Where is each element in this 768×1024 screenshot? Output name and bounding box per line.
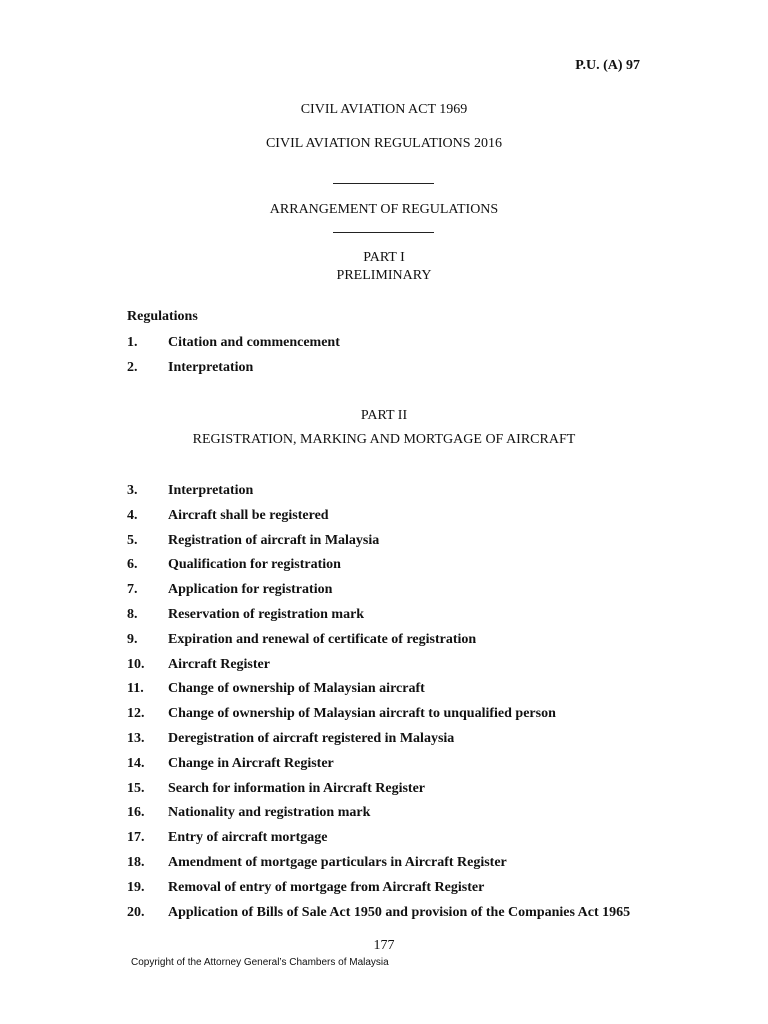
item-number: 2. (127, 359, 138, 375)
item-number: 9. (127, 631, 138, 647)
item-number: 18. (127, 854, 145, 870)
divider-top (333, 183, 434, 184)
item-number: 16. (127, 805, 145, 821)
list-item (127, 655, 630, 680)
item-number: 8. (127, 606, 138, 622)
arrangement-heading: ARRANGEMENT OF REGULATIONS (269, 202, 499, 217)
item-title: Application for registration (168, 582, 333, 598)
item-number: 13. (127, 730, 145, 746)
list-item (127, 630, 630, 655)
item-title: Aircraft Register (168, 656, 270, 672)
item-title: Removal of entry of mortgage from Aircraft Register (168, 879, 485, 895)
item-title: Change of ownership of Malaysian aircraft (168, 681, 425, 697)
document-reference: P.U. (A) 97 (575, 58, 640, 73)
item-title: Deregistration of aircraft registered in Malaysia (168, 730, 455, 746)
list-item (127, 828, 630, 853)
divider-bottom (333, 232, 434, 233)
list-item (127, 704, 630, 729)
item-title: Interpretation (168, 359, 254, 375)
item-number: 19. (127, 879, 145, 895)
item-title: Reservation of registration mark (168, 606, 365, 622)
item-number: 11. (127, 681, 144, 697)
list-item (127, 878, 630, 903)
part1-name: PRELIMINARY (336, 268, 432, 283)
list-item (127, 605, 630, 630)
item-title: Qualification for registration (168, 557, 341, 573)
list-item (127, 853, 630, 878)
item-number: 6. (127, 557, 138, 573)
item-title: Search for information in Aircraft Register (168, 780, 426, 796)
item-title: Nationality and registration mark (168, 805, 371, 821)
item-title: Amendment of mortgage particulars in Aircraft Register (168, 854, 507, 870)
list-item (127, 580, 630, 605)
list-item (127, 779, 630, 804)
item-number: 10. (127, 656, 145, 672)
part1-regulation-list (127, 333, 340, 383)
item-number: 4. (127, 507, 138, 523)
item-number: 12. (127, 706, 145, 722)
item-title: Registration of aircraft in Malaysia (168, 532, 380, 548)
list-item (127, 903, 630, 928)
item-title: Citation and commencement (168, 335, 340, 350)
part2-name: REGISTRATION, MARKING AND MORTGAGE OF AIRCRAFT (192, 432, 576, 447)
item-title: Aircraft shall be registered (168, 507, 329, 523)
item-number: 17. (127, 830, 145, 846)
item-title: Change in Aircraft Register (168, 755, 334, 771)
item-title: Change of ownership of Malaysian aircraft to unqualified person (168, 706, 556, 722)
item-title: Entry of aircraft mortgage (168, 830, 328, 846)
list-item (127, 481, 630, 506)
page-number: 177 (373, 938, 395, 953)
item-number: 1. (127, 335, 138, 350)
list-item (127, 679, 630, 704)
list-item (127, 358, 340, 383)
part2-number: PART II (360, 408, 408, 423)
item-number: 15. (127, 780, 145, 796)
item-number: 5. (127, 532, 138, 548)
regulations-title: CIVIL AVIATION REGULATIONS 2016 (265, 136, 503, 151)
part1-number: PART I (363, 250, 405, 265)
item-title: Application of Bills of Sale Act 1950 and provision of the Companies Act 1965 (168, 904, 631, 920)
act-title: CIVIL AVIATION ACT 1969 (300, 102, 468, 117)
item-title: Expiration and renewal of certificate of registration (168, 631, 477, 647)
item-number: 7. (127, 582, 138, 598)
item-number: 14. (127, 755, 145, 771)
item-number: 3. (127, 483, 138, 498)
copyright-notice: Copyright of the Attorney General’s Chambers of Malaysia (131, 957, 389, 968)
list-item (127, 506, 630, 531)
list-item (127, 754, 630, 779)
list-item (127, 333, 340, 358)
list-item (127, 531, 630, 556)
item-title: Interpretation (168, 483, 254, 498)
list-item (127, 555, 630, 580)
regulations-label: Regulations (127, 309, 198, 324)
part2-regulation-list (127, 481, 630, 927)
list-item (127, 729, 630, 754)
list-item (127, 803, 630, 828)
item-number: 20. (127, 904, 145, 920)
